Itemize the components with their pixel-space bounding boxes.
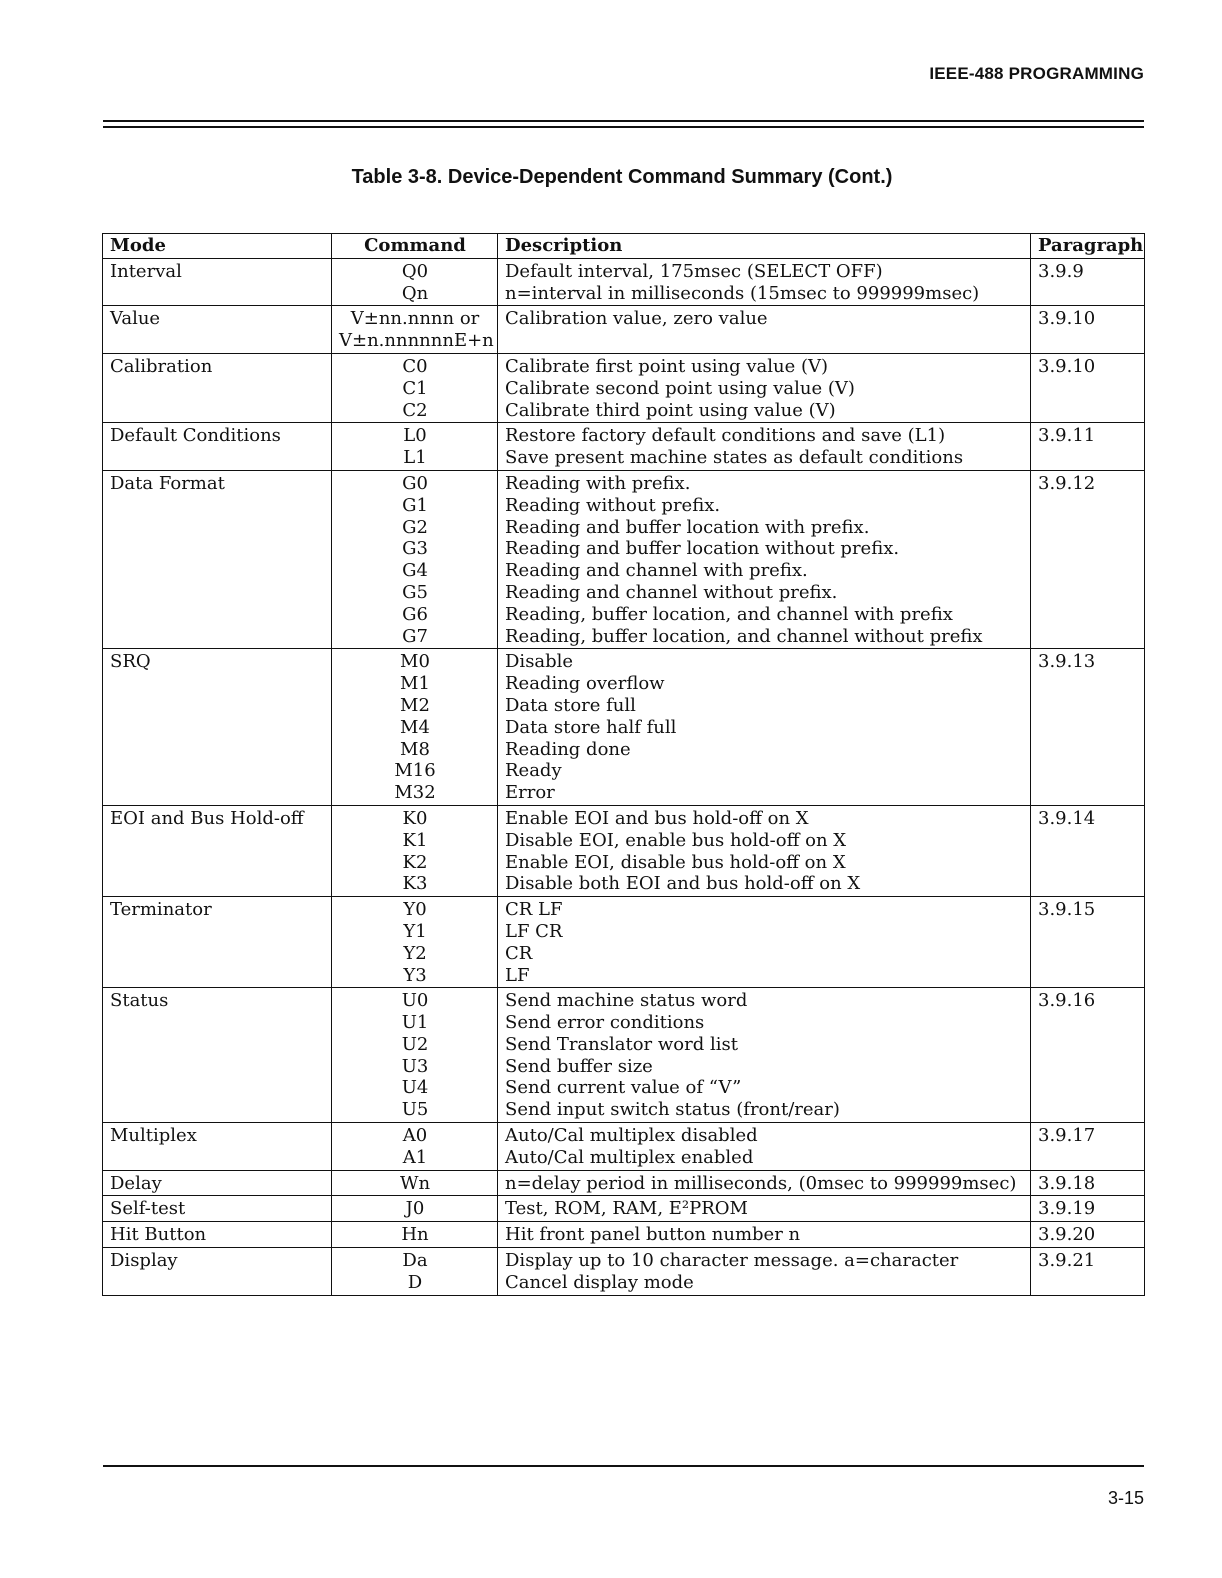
description-cell xyxy=(498,1196,1031,1222)
command-code: M16 xyxy=(394,760,436,782)
paragraph-cell: 3.9.14 xyxy=(1031,805,1145,896)
description-line: Default interval, 175msec (SELECT OFF) xyxy=(505,260,883,282)
description-line: Reading without prefix. xyxy=(505,494,721,516)
description-line: Data store half full xyxy=(505,716,677,738)
command-code: Y0 xyxy=(403,899,427,921)
table-row xyxy=(103,1248,1145,1296)
description-line: Send input switch status (front/rear) xyxy=(505,1099,840,1121)
description-line: Test, ROM, RAM, E²PROM xyxy=(505,1198,748,1220)
description-line: Enable EOI and bus hold-off on X xyxy=(505,807,809,829)
description-cell xyxy=(498,1222,1031,1248)
mode-cell: EOI and Bus Hold-off xyxy=(103,805,332,896)
mode-cell: SRQ xyxy=(103,649,332,806)
description-line: Hit front panel button number n xyxy=(505,1224,801,1246)
paragraph-cell: 3.9.9 xyxy=(1031,258,1145,306)
table-row xyxy=(103,805,1145,896)
command-cell xyxy=(332,353,498,422)
description-line: Send error conditions xyxy=(505,1012,705,1034)
footer-rule xyxy=(103,1465,1144,1467)
mode-cell: Self-test xyxy=(103,1196,332,1222)
command-code: U5 xyxy=(401,1099,429,1121)
description-line: CR LF xyxy=(505,899,563,921)
table-body xyxy=(103,258,1145,1295)
description-line: Calibrate first point using value (V) xyxy=(505,355,829,377)
paragraph-cell: 3.9.16 xyxy=(1031,988,1145,1123)
description-line: Display up to 10 character message. a=character xyxy=(505,1250,959,1272)
description-line: Reading and buffer location with prefix. xyxy=(505,516,870,538)
command-code: C0 xyxy=(402,355,428,377)
command-cell xyxy=(332,988,498,1123)
command-code: U3 xyxy=(401,1055,429,1077)
description-line: Reading and channel without prefix. xyxy=(505,581,838,603)
column-header-description: Description xyxy=(498,234,1031,259)
description-line: Data store full xyxy=(505,694,636,716)
mode-cell: Terminator xyxy=(103,897,332,988)
description-line: Auto/Cal multiplex enabled xyxy=(505,1146,754,1168)
command-code: U2 xyxy=(401,1033,429,1055)
command-code: V±n.nnnnnnE+n xyxy=(339,330,494,352)
command-code: Q0 xyxy=(401,260,429,282)
paragraph-cell: 3.9.19 xyxy=(1031,1196,1145,1222)
paragraph-cell: 3.9.13 xyxy=(1031,649,1145,806)
command-code: M2 xyxy=(400,694,430,716)
table-row xyxy=(103,1123,1145,1171)
description-line: Send Translator word list xyxy=(505,1033,738,1055)
description-line: Cancel display mode xyxy=(505,1271,694,1293)
mode-cell: Display xyxy=(103,1248,332,1296)
command-cell xyxy=(332,423,498,471)
command-code: U1 xyxy=(401,1012,429,1034)
page-number: 3-15 xyxy=(1107,1488,1144,1508)
command-code: G7 xyxy=(402,625,428,647)
command-cell xyxy=(332,1123,498,1171)
command-cell xyxy=(332,1248,498,1296)
column-header-command: Command xyxy=(332,234,498,259)
command-code: Wn xyxy=(399,1172,431,1194)
description-line: Calibrate third point using value (V) xyxy=(505,399,836,421)
command-code: K0 xyxy=(402,807,428,829)
command-code: D xyxy=(407,1271,423,1293)
command-code: Qn xyxy=(401,282,429,304)
description-cell xyxy=(498,897,1031,988)
table-row xyxy=(103,353,1145,422)
mode-cell: Delay xyxy=(103,1170,332,1196)
command-code: M4 xyxy=(400,716,430,738)
command-code: L1 xyxy=(403,447,427,469)
command-code: G6 xyxy=(402,603,428,625)
command-cell xyxy=(332,1196,498,1222)
table-row xyxy=(103,988,1145,1123)
description-cell xyxy=(498,423,1031,471)
mode-cell: Status xyxy=(103,988,332,1123)
command-code: Da xyxy=(402,1250,428,1272)
column-header-mode: Mode xyxy=(103,234,332,259)
mode-cell: Value xyxy=(103,306,332,354)
command-code: M8 xyxy=(400,738,430,760)
description-line: Reading, buffer location, and channel without prefix xyxy=(505,625,983,647)
command-code: Hn xyxy=(401,1224,429,1246)
command-code: G0 xyxy=(402,472,428,494)
mode-cell: Interval xyxy=(103,258,332,306)
description-cell xyxy=(498,470,1031,648)
column-header-paragraph: Paragraph xyxy=(1031,234,1145,259)
command-code: G1 xyxy=(402,494,428,516)
description-cell xyxy=(498,353,1031,422)
description-line: Enable EOI, disable bus hold-off on X xyxy=(505,851,846,873)
command-code: U4 xyxy=(401,1077,429,1099)
command-code: C1 xyxy=(402,377,428,399)
command-cell xyxy=(332,805,498,896)
command-code: V±nn.nnnn or xyxy=(350,308,480,330)
command-code: J0 xyxy=(405,1198,425,1220)
description-line: Ready xyxy=(505,760,562,782)
table-row xyxy=(103,423,1145,471)
description-line: n=delay period in milliseconds, (0msec to 999999msec) xyxy=(505,1172,1017,1194)
command-code: L0 xyxy=(403,425,427,447)
description-line: Auto/Cal multiplex disabled xyxy=(505,1125,758,1147)
table-row xyxy=(103,1222,1145,1248)
description-line: Calibrate second point using value (V) xyxy=(505,377,855,399)
table-row xyxy=(103,306,1145,354)
paragraph-cell: 3.9.10 xyxy=(1031,353,1145,422)
command-summary-table xyxy=(102,233,1145,1296)
description-line: Reading overflow xyxy=(505,673,665,695)
mode-cell: Default Conditions xyxy=(103,423,332,471)
command-code: C2 xyxy=(402,399,428,421)
paragraph-cell: 3.9.18 xyxy=(1031,1170,1145,1196)
description-line: Reading with prefix. xyxy=(505,472,691,494)
description-line: Send machine status word xyxy=(505,990,748,1012)
command-code: Y1 xyxy=(403,920,427,942)
command-cell xyxy=(332,1222,498,1248)
command-code: M32 xyxy=(394,782,436,804)
description-line: Reading and channel with prefix. xyxy=(505,560,808,582)
command-code: K2 xyxy=(402,851,428,873)
description-line: Restore factory default conditions and save (L1) xyxy=(505,425,946,447)
description-line: Save present machine states as default conditions xyxy=(505,447,964,469)
command-cell xyxy=(332,649,498,806)
command-code: Y3 xyxy=(403,964,427,986)
command-cell xyxy=(332,1170,498,1196)
description-line: Error xyxy=(505,782,555,804)
paragraph-cell: 3.9.11 xyxy=(1031,423,1145,471)
mode-cell: Data Format xyxy=(103,470,332,648)
command-code: A0 xyxy=(402,1125,428,1147)
command-code: M0 xyxy=(400,651,430,673)
description-cell xyxy=(498,1248,1031,1296)
command-cell xyxy=(332,258,498,306)
paragraph-cell: 3.9.21 xyxy=(1031,1248,1145,1296)
command-code: K1 xyxy=(402,829,428,851)
table-row xyxy=(103,1170,1145,1196)
description-line: LF CR xyxy=(505,920,563,942)
description-line: Reading and buffer location without prefix. xyxy=(505,538,900,560)
description-line: n=interval in milliseconds (15msec to 999999msec) xyxy=(505,282,980,304)
description-line: Reading, buffer location, and channel with prefix xyxy=(505,603,953,625)
section-header: IEEE-488 PROGRAMMING xyxy=(929,64,1144,83)
description-line: Reading done xyxy=(505,738,631,760)
paragraph-cell: 3.9.17 xyxy=(1031,1123,1145,1171)
description-line: Disable both EOI and bus hold-off on X xyxy=(505,873,861,895)
description-cell xyxy=(498,988,1031,1123)
table-title: Table 3-8. Device-Dependent Command Summary (Cont.) xyxy=(351,166,893,188)
table-row xyxy=(103,1196,1145,1222)
paragraph-cell: 3.9.15 xyxy=(1031,897,1145,988)
description-cell xyxy=(498,1170,1031,1196)
description-cell xyxy=(498,1123,1031,1171)
command-code: G5 xyxy=(402,581,428,603)
command-code: M1 xyxy=(400,673,430,695)
table-header-row xyxy=(103,234,1145,259)
description-cell xyxy=(498,805,1031,896)
description-line: Disable EOI, enable bus hold-off on X xyxy=(505,829,847,851)
command-code: G4 xyxy=(402,560,428,582)
description-line: Send buffer size xyxy=(505,1055,653,1077)
paragraph-cell: 3.9.10 xyxy=(1031,306,1145,354)
paragraph-cell: 3.9.12 xyxy=(1031,470,1145,648)
description-line: CR xyxy=(505,942,533,964)
mode-cell: Hit Button xyxy=(103,1222,332,1248)
table-row xyxy=(103,258,1145,306)
header-rule-double xyxy=(103,126,1144,128)
table-row xyxy=(103,470,1145,648)
command-code: U0 xyxy=(401,990,429,1012)
table-row xyxy=(103,897,1145,988)
command-code: A1 xyxy=(402,1146,428,1168)
description-line: Calibration value, zero value xyxy=(505,308,768,330)
description-cell xyxy=(498,649,1031,806)
command-code: G2 xyxy=(402,516,428,538)
table-row xyxy=(103,649,1145,806)
mode-cell: Multiplex xyxy=(103,1123,332,1171)
description-line: Disable xyxy=(505,651,574,673)
description-cell xyxy=(498,258,1031,306)
paragraph-cell: 3.9.20 xyxy=(1031,1222,1145,1248)
description-cell xyxy=(498,306,1031,354)
command-code: G3 xyxy=(402,538,428,560)
mode-cell: Calibration xyxy=(103,353,332,422)
command-cell xyxy=(332,897,498,988)
command-code: Y2 xyxy=(403,942,427,964)
command-cell xyxy=(332,470,498,648)
description-line: LF xyxy=(505,964,530,986)
description-line: Send current value of “V” xyxy=(505,1077,742,1099)
command-code: K3 xyxy=(402,873,428,895)
header-rule xyxy=(103,120,1144,122)
command-cell xyxy=(332,306,498,354)
